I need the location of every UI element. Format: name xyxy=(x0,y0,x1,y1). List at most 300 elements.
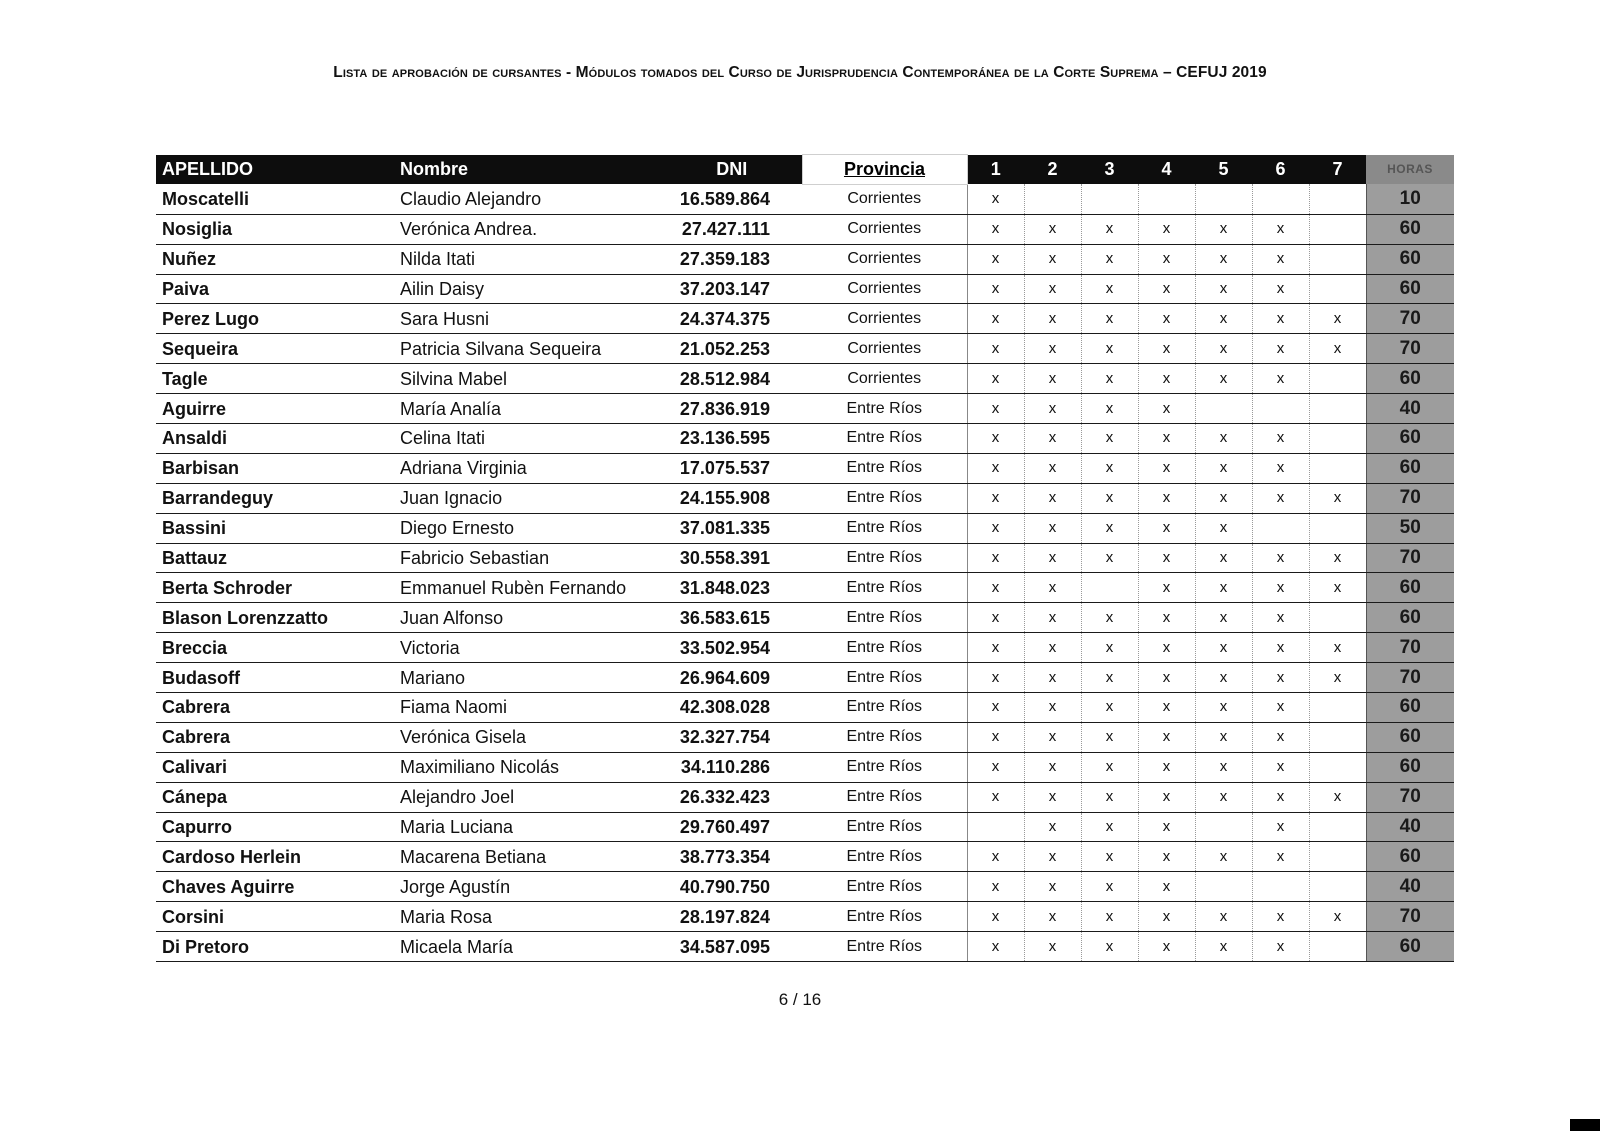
module-6-cell: x xyxy=(1252,244,1309,274)
dni-cell: 24.155.908 xyxy=(662,483,802,513)
module-7-cell xyxy=(1309,812,1366,842)
module-1-cell: x xyxy=(967,424,1024,454)
module-7-cell: x xyxy=(1309,573,1366,603)
module-3-cell: x xyxy=(1081,932,1138,962)
module-5-cell: x xyxy=(1195,842,1252,872)
module-4-cell: x xyxy=(1138,424,1195,454)
header-dni: DNI xyxy=(662,155,802,185)
module-7-cell xyxy=(1309,394,1366,424)
dni-cell: 37.203.147 xyxy=(662,274,802,304)
module-7-cell xyxy=(1309,424,1366,454)
module-3-cell: x xyxy=(1081,483,1138,513)
module-2-cell: x xyxy=(1024,424,1081,454)
horas-cell: 70 xyxy=(1366,782,1454,812)
module-7-cell xyxy=(1309,244,1366,274)
provincia-cell: Entre Ríos xyxy=(802,663,967,693)
horas-cell: 60 xyxy=(1366,424,1454,454)
module-4-cell: x xyxy=(1138,543,1195,573)
module-3-cell: x xyxy=(1081,543,1138,573)
module-5-cell: x xyxy=(1195,513,1252,543)
dni-cell: 31.848.023 xyxy=(662,573,802,603)
module-1-cell: x xyxy=(967,304,1024,334)
header-nombre: Nombre xyxy=(394,155,662,185)
dni-cell: 40.790.750 xyxy=(662,872,802,902)
module-4-cell: x xyxy=(1138,483,1195,513)
table-row xyxy=(156,573,1454,603)
module-1-cell: x xyxy=(967,752,1024,782)
dni-cell: 17.075.537 xyxy=(662,453,802,483)
module-4-cell: x xyxy=(1138,932,1195,962)
dni-cell: 30.558.391 xyxy=(662,543,802,573)
horas-cell: 70 xyxy=(1366,902,1454,932)
module-2-cell: x xyxy=(1024,573,1081,603)
module-1-cell: x xyxy=(967,633,1024,663)
module-6-cell: x xyxy=(1252,214,1309,244)
dni-cell: 32.327.754 xyxy=(662,722,802,752)
dni-cell: 29.760.497 xyxy=(662,812,802,842)
provincia-cell: Entre Ríos xyxy=(802,603,967,633)
provincia-cell: Corrientes xyxy=(802,184,967,214)
horas-cell: 60 xyxy=(1366,453,1454,483)
module-4-cell: x xyxy=(1138,782,1195,812)
apellido-cell: Breccia xyxy=(156,633,394,663)
provincia-cell: Corrientes xyxy=(802,274,967,304)
module-2-cell: x xyxy=(1024,364,1081,394)
dni-cell: 28.512.984 xyxy=(662,364,802,394)
module-7-cell xyxy=(1309,693,1366,723)
module-7-cell xyxy=(1309,842,1366,872)
provincia-cell: Entre Ríos xyxy=(802,513,967,543)
module-5-cell: x xyxy=(1195,902,1252,932)
module-1-cell: x xyxy=(967,693,1024,723)
horas-cell: 70 xyxy=(1366,334,1454,364)
provincia-cell: Entre Ríos xyxy=(802,722,967,752)
nombre-cell: Silvina Mabel xyxy=(394,364,662,394)
dni-cell: 34.587.095 xyxy=(662,932,802,962)
module-6-cell: x xyxy=(1252,364,1309,394)
provincia-cell: Corrientes xyxy=(802,304,967,334)
module-5-cell: x xyxy=(1195,274,1252,304)
nombre-cell: Patricia Silvana Sequeira xyxy=(394,334,662,364)
table-header-row xyxy=(156,155,1454,185)
horas-cell: 60 xyxy=(1366,364,1454,394)
apellido-cell: Sequeira xyxy=(156,334,394,364)
module-1-cell: x xyxy=(967,483,1024,513)
module-3-cell: x xyxy=(1081,394,1138,424)
module-1-cell: x xyxy=(967,932,1024,962)
module-1-cell: x xyxy=(967,543,1024,573)
header-apellido: APELLIDO xyxy=(156,155,394,185)
header-module-3: 3 xyxy=(1081,155,1138,185)
module-7-cell xyxy=(1309,722,1366,752)
module-2-cell: x xyxy=(1024,872,1081,902)
module-5-cell: x xyxy=(1195,244,1252,274)
table-row xyxy=(156,663,1454,693)
apellido-cell: Di Pretoro xyxy=(156,932,394,962)
dni-cell: 33.502.954 xyxy=(662,633,802,663)
module-3-cell xyxy=(1081,573,1138,603)
table-row xyxy=(156,184,1454,214)
table-row xyxy=(156,214,1454,244)
module-1-cell: x xyxy=(967,513,1024,543)
provincia-cell: Entre Ríos xyxy=(802,872,967,902)
module-4-cell: x xyxy=(1138,693,1195,723)
table-row xyxy=(156,902,1454,932)
header-module-6: 6 xyxy=(1252,155,1309,185)
horas-cell: 60 xyxy=(1366,842,1454,872)
module-6-cell: x xyxy=(1252,633,1309,663)
module-5-cell: x xyxy=(1195,663,1252,693)
apellido-cell: Capurro xyxy=(156,812,394,842)
nombre-cell: Mariano xyxy=(394,663,662,693)
module-6-cell: x xyxy=(1252,663,1309,693)
table-row xyxy=(156,513,1454,543)
apellido-cell: Budasoff xyxy=(156,663,394,693)
module-5-cell: x xyxy=(1195,932,1252,962)
module-3-cell: x xyxy=(1081,603,1138,633)
module-7-cell xyxy=(1309,184,1366,214)
module-7-cell: x xyxy=(1309,543,1366,573)
horas-cell: 70 xyxy=(1366,483,1454,513)
module-3-cell: x xyxy=(1081,812,1138,842)
module-5-cell: x xyxy=(1195,543,1252,573)
table-row xyxy=(156,274,1454,304)
apellido-cell: Battauz xyxy=(156,543,394,573)
horas-cell: 70 xyxy=(1366,633,1454,663)
module-7-cell xyxy=(1309,872,1366,902)
module-3-cell: x xyxy=(1081,663,1138,693)
module-1-cell: x xyxy=(967,453,1024,483)
table-row xyxy=(156,722,1454,752)
module-3-cell: x xyxy=(1081,304,1138,334)
module-6-cell: x xyxy=(1252,752,1309,782)
table-row xyxy=(156,633,1454,663)
dni-cell: 26.332.423 xyxy=(662,782,802,812)
module-3-cell: x xyxy=(1081,872,1138,902)
module-7-cell: x xyxy=(1309,304,1366,334)
module-1-cell: x xyxy=(967,902,1024,932)
table-row xyxy=(156,483,1454,513)
module-7-cell: x xyxy=(1309,633,1366,663)
module-1-cell: x xyxy=(967,722,1024,752)
module-1-cell: x xyxy=(967,663,1024,693)
dni-cell: 36.583.615 xyxy=(662,603,802,633)
module-4-cell: x xyxy=(1138,214,1195,244)
horas-cell: 60 xyxy=(1366,244,1454,274)
module-2-cell: x xyxy=(1024,334,1081,364)
apellido-cell: Paiva xyxy=(156,274,394,304)
module-3-cell: x xyxy=(1081,453,1138,483)
module-6-cell: x xyxy=(1252,902,1309,932)
module-1-cell: x xyxy=(967,244,1024,274)
provincia-cell: Entre Ríos xyxy=(802,394,967,424)
nombre-cell: Alejandro Joel xyxy=(394,782,662,812)
table-row xyxy=(156,752,1454,782)
module-4-cell: x xyxy=(1138,513,1195,543)
nombre-cell: Juan Ignacio xyxy=(394,483,662,513)
provincia-cell: Entre Ríos xyxy=(802,573,967,603)
module-3-cell: x xyxy=(1081,513,1138,543)
apellido-cell: Nosiglia xyxy=(156,214,394,244)
module-4-cell: x xyxy=(1138,812,1195,842)
table-row xyxy=(156,244,1454,274)
module-2-cell: x xyxy=(1024,603,1081,633)
horas-cell: 70 xyxy=(1366,663,1454,693)
module-4-cell: x xyxy=(1138,902,1195,932)
provincia-cell: Entre Ríos xyxy=(802,842,967,872)
provincia-cell: Entre Ríos xyxy=(802,902,967,932)
module-7-cell xyxy=(1309,274,1366,304)
module-4-cell: x xyxy=(1138,453,1195,483)
horas-cell: 70 xyxy=(1366,543,1454,573)
module-2-cell: x xyxy=(1024,842,1081,872)
module-2-cell: x xyxy=(1024,782,1081,812)
module-1-cell: x xyxy=(967,364,1024,394)
dni-cell: 38.773.354 xyxy=(662,842,802,872)
horas-cell: 40 xyxy=(1366,394,1454,424)
nombre-cell: Sara Husni xyxy=(394,304,662,334)
nombre-cell: Maximiliano Nicolás xyxy=(394,752,662,782)
module-2-cell: x xyxy=(1024,722,1081,752)
scan-edge-mark xyxy=(1570,1119,1600,1131)
table-row xyxy=(156,693,1454,723)
apellido-cell: Barrandeguy xyxy=(156,483,394,513)
provincia-cell: Entre Ríos xyxy=(802,752,967,782)
dni-cell: 37.081.335 xyxy=(662,513,802,543)
module-6-cell: x xyxy=(1252,842,1309,872)
module-1-cell: x xyxy=(967,573,1024,603)
module-6-cell: x xyxy=(1252,932,1309,962)
module-6-cell xyxy=(1252,872,1309,902)
module-6-cell xyxy=(1252,184,1309,214)
module-5-cell: x xyxy=(1195,483,1252,513)
module-6-cell: x xyxy=(1252,812,1309,842)
module-5-cell xyxy=(1195,872,1252,902)
module-2-cell: x xyxy=(1024,483,1081,513)
apellido-cell: Nuñez xyxy=(156,244,394,274)
module-4-cell: x xyxy=(1138,364,1195,394)
module-4-cell: x xyxy=(1138,872,1195,902)
module-1-cell: x xyxy=(967,394,1024,424)
horas-cell: 60 xyxy=(1366,932,1454,962)
apellido-cell: Cabrera xyxy=(156,722,394,752)
module-4-cell: x xyxy=(1138,274,1195,304)
module-7-cell: x xyxy=(1309,902,1366,932)
dni-cell: 16.589.864 xyxy=(662,184,802,214)
horas-cell: 60 xyxy=(1366,693,1454,723)
module-7-cell: x xyxy=(1309,334,1366,364)
module-6-cell: x xyxy=(1252,334,1309,364)
horas-cell: 60 xyxy=(1366,722,1454,752)
module-3-cell: x xyxy=(1081,274,1138,304)
nombre-cell: María Analía xyxy=(394,394,662,424)
module-3-cell: x xyxy=(1081,722,1138,752)
module-2-cell: x xyxy=(1024,812,1081,842)
module-7-cell xyxy=(1309,453,1366,483)
apellido-cell: Cánepa xyxy=(156,782,394,812)
module-2-cell: x xyxy=(1024,693,1081,723)
approval-table xyxy=(156,154,1454,962)
apellido-cell: Aguirre xyxy=(156,394,394,424)
table-row xyxy=(156,364,1454,394)
nombre-cell: Maria Luciana xyxy=(394,812,662,842)
module-4-cell: x xyxy=(1138,633,1195,663)
nombre-cell: Verónica Andrea. xyxy=(394,214,662,244)
dni-cell: 42.308.028 xyxy=(662,693,802,723)
header-module-5: 5 xyxy=(1195,155,1252,185)
module-6-cell: x xyxy=(1252,304,1309,334)
apellido-cell: Perez Lugo xyxy=(156,304,394,334)
module-4-cell: x xyxy=(1138,842,1195,872)
dni-cell: 27.359.183 xyxy=(662,244,802,274)
module-4-cell: x xyxy=(1138,752,1195,782)
table-row xyxy=(156,932,1454,962)
table-body xyxy=(156,184,1454,961)
module-4-cell: x xyxy=(1138,304,1195,334)
module-7-cell xyxy=(1309,513,1366,543)
module-6-cell: x xyxy=(1252,573,1309,603)
module-2-cell: x xyxy=(1024,663,1081,693)
nombre-cell: Verónica Gisela xyxy=(394,722,662,752)
module-1-cell: x xyxy=(967,214,1024,244)
horas-cell: 60 xyxy=(1366,752,1454,782)
module-2-cell: x xyxy=(1024,633,1081,663)
dni-cell: 23.136.595 xyxy=(662,424,802,454)
module-5-cell: x xyxy=(1195,364,1252,394)
apellido-cell: Berta Schroder xyxy=(156,573,394,603)
dni-cell: 24.374.375 xyxy=(662,304,802,334)
provincia-cell: Entre Ríos xyxy=(802,483,967,513)
module-2-cell: x xyxy=(1024,304,1081,334)
module-1-cell: x xyxy=(967,872,1024,902)
module-5-cell: x xyxy=(1195,693,1252,723)
module-6-cell: x xyxy=(1252,722,1309,752)
module-1-cell xyxy=(967,812,1024,842)
horas-cell: 10 xyxy=(1366,184,1454,214)
module-5-cell: x xyxy=(1195,453,1252,483)
horas-cell: 50 xyxy=(1366,513,1454,543)
horas-cell: 60 xyxy=(1366,274,1454,304)
module-5-cell xyxy=(1195,812,1252,842)
horas-cell: 60 xyxy=(1366,573,1454,603)
table-row xyxy=(156,304,1454,334)
module-3-cell: x xyxy=(1081,842,1138,872)
module-5-cell: x xyxy=(1195,334,1252,364)
apellido-cell: Corsini xyxy=(156,902,394,932)
module-3-cell: x xyxy=(1081,693,1138,723)
table-row xyxy=(156,842,1454,872)
module-1-cell: x xyxy=(967,184,1024,214)
apellido-cell: Barbisan xyxy=(156,453,394,483)
dni-cell: 28.197.824 xyxy=(662,902,802,932)
nombre-cell: Adriana Virginia xyxy=(394,453,662,483)
module-2-cell: x xyxy=(1024,902,1081,932)
module-5-cell: x xyxy=(1195,722,1252,752)
header-horas: HORAS xyxy=(1366,155,1454,185)
horas-cell: 40 xyxy=(1366,872,1454,902)
module-2-cell: x xyxy=(1024,543,1081,573)
module-6-cell: x xyxy=(1252,782,1309,812)
table-row xyxy=(156,543,1454,573)
nombre-cell: Emmanuel Rubèn Fernando xyxy=(394,573,662,603)
apellido-cell: Ansaldi xyxy=(156,424,394,454)
module-1-cell: x xyxy=(967,274,1024,304)
apellido-cell: Cabrera xyxy=(156,693,394,723)
module-5-cell: x xyxy=(1195,782,1252,812)
module-7-cell xyxy=(1309,603,1366,633)
module-4-cell: x xyxy=(1138,573,1195,603)
table-row xyxy=(156,782,1454,812)
header-module-7: 7 xyxy=(1309,155,1366,185)
nombre-cell: Macarena Betiana xyxy=(394,842,662,872)
module-7-cell xyxy=(1309,752,1366,782)
provincia-cell: Entre Ríos xyxy=(802,543,967,573)
table-row xyxy=(156,424,1454,454)
module-3-cell xyxy=(1081,184,1138,214)
module-6-cell: x xyxy=(1252,424,1309,454)
module-5-cell: x xyxy=(1195,424,1252,454)
module-4-cell: x xyxy=(1138,334,1195,364)
module-6-cell xyxy=(1252,394,1309,424)
module-5-cell xyxy=(1195,184,1252,214)
header-module-2: 2 xyxy=(1024,155,1081,185)
dni-cell: 27.427.111 xyxy=(662,214,802,244)
header-module-4: 4 xyxy=(1138,155,1195,185)
apellido-cell: Cardoso Herlein xyxy=(156,842,394,872)
module-3-cell: x xyxy=(1081,782,1138,812)
table-row xyxy=(156,812,1454,842)
dni-cell: 34.110.286 xyxy=(662,752,802,782)
module-2-cell xyxy=(1024,184,1081,214)
module-3-cell: x xyxy=(1081,364,1138,394)
header-provincia: Provincia xyxy=(802,155,967,185)
nombre-cell: Celina Itati xyxy=(394,424,662,454)
module-6-cell: x xyxy=(1252,453,1309,483)
module-5-cell xyxy=(1195,394,1252,424)
module-2-cell: x xyxy=(1024,244,1081,274)
module-1-cell: x xyxy=(967,842,1024,872)
horas-cell: 60 xyxy=(1366,603,1454,633)
module-6-cell: x xyxy=(1252,543,1309,573)
table-row xyxy=(156,394,1454,424)
module-1-cell: x xyxy=(967,603,1024,633)
module-2-cell: x xyxy=(1024,932,1081,962)
module-6-cell: x xyxy=(1252,693,1309,723)
module-2-cell: x xyxy=(1024,274,1081,304)
table-row xyxy=(156,872,1454,902)
dni-cell: 21.052.253 xyxy=(662,334,802,364)
module-7-cell: x xyxy=(1309,782,1366,812)
module-5-cell: x xyxy=(1195,633,1252,663)
module-1-cell: x xyxy=(967,334,1024,364)
document-title: Lista de aprobación de cursantes - Módulos tomados del Curso de Jurisprudencia Contemporánea de la Corte Suprema – CEFUJ 2019 xyxy=(333,64,1267,81)
module-6-cell: x xyxy=(1252,603,1309,633)
nombre-cell: Diego Ernesto xyxy=(394,513,662,543)
horas-cell: 40 xyxy=(1366,812,1454,842)
module-2-cell: x xyxy=(1024,752,1081,782)
table-row xyxy=(156,453,1454,483)
module-3-cell: x xyxy=(1081,752,1138,782)
apellido-cell: Bassini xyxy=(156,513,394,543)
apellido-cell: Moscatelli xyxy=(156,184,394,214)
dni-cell: 27.836.919 xyxy=(662,394,802,424)
module-5-cell: x xyxy=(1195,214,1252,244)
provincia-cell: Corrientes xyxy=(802,364,967,394)
module-5-cell: x xyxy=(1195,752,1252,782)
module-2-cell: x xyxy=(1024,214,1081,244)
nombre-cell: Claudio Alejandro xyxy=(394,184,662,214)
nombre-cell: Nilda Itati xyxy=(394,244,662,274)
